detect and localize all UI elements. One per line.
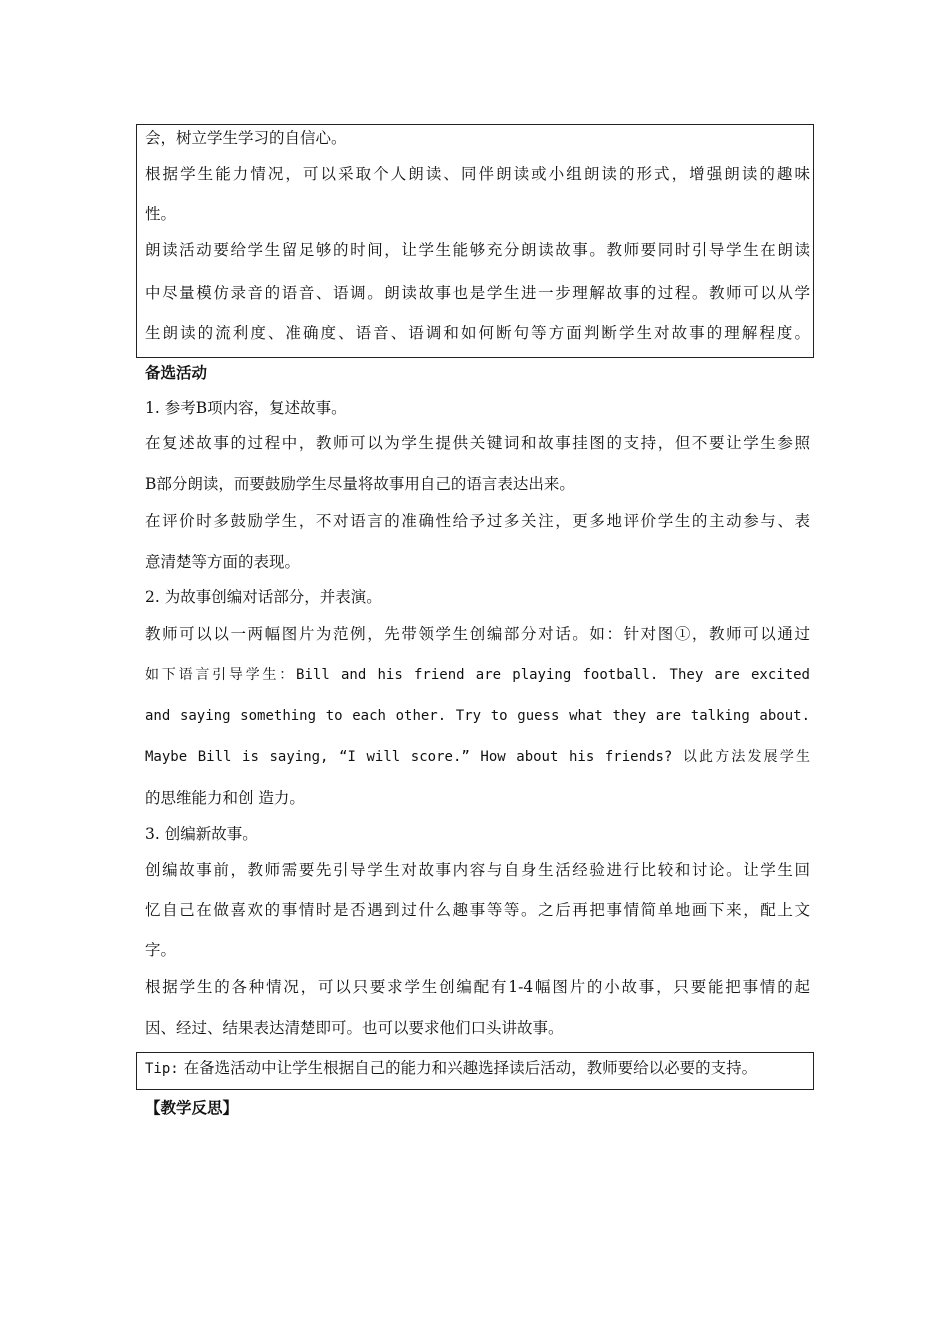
paragraph-line: B部分朗读，而要鼓励学生尽量将故事用自己的语言表达出来。	[145, 475, 575, 493]
item-title: 2. 为故事创编对话部分，并表演。	[145, 588, 382, 606]
paragraph-line: 如下语言引导学生：Bill and his friend are playing football. They are excited	[145, 667, 810, 683]
paragraph-line: 字。	[145, 941, 177, 959]
box-line: 根据学生能力情况，可以采取个人朗读、同伴朗读或小组朗读的形式，增强朗读的趣味	[145, 165, 810, 183]
paragraph-line: 在评价时多鼓励学生，不对语言的准确性给予过多关注，更多地评价学生的主动参与、表	[145, 512, 810, 530]
paragraph-line: and saying something to each other. Try to guess what they are talking about.	[145, 708, 810, 724]
section-heading: 备选活动	[145, 364, 208, 382]
paragraph-line: 忆自己在做喜欢的事情时是否遇到过什么趣事等等。之后再把事情简单地画下来，配上文	[145, 901, 810, 919]
paragraph-line: 意清楚等方面的表现。	[145, 553, 301, 571]
box-line: 性。	[145, 205, 177, 223]
paragraph-line: Maybe Bill is saying, “I will score.” How about his friends? 以此方法发展学生	[145, 749, 810, 765]
paragraph-line: 根据学生的各种情况，可以只要求学生创编配有1-4幅图片的小故事，只要能把事情的起	[145, 978, 810, 996]
box-line: 朗读活动要给学生留足够的时间，让学生能够充分朗读故事。教师要同时引导学生在朗读	[145, 241, 810, 259]
paragraph-line: 在复述故事的过程中，教师可以为学生提供关键词和故事挂图的支持，但不要让学生参照	[145, 434, 810, 452]
paragraph-line: 因、经过、结果表达清楚即可。也可以要求他们口头讲故事。	[145, 1019, 564, 1037]
paragraph-line: 创编故事前，教师需要先引导学生对故事内容与自身生活经验进行比较和讨论。让学生回	[145, 861, 810, 879]
tip-line	[145, 1057, 810, 1080]
paragraph-line: 的思维能力和创 造力。	[145, 789, 305, 807]
box-line: 生朗读的流利度、准确度、语音、语调和如何断句等方面判断学生对故事的理解程度。	[145, 324, 810, 342]
item-title: 3. 创编新故事。	[145, 825, 258, 843]
box-line: 会，树立学生学习的自信心。	[145, 129, 347, 147]
paragraph-line: 教师可以以一两幅图片为范例，先带领学生创编部分对话。如：针对图①，教师可以通过	[145, 625, 810, 643]
tip-label: Tip:	[145, 1061, 179, 1077]
reflection-heading: 【教学反思】	[145, 1099, 239, 1117]
tip-text: 在备选活动中让学生根据自己的能力和兴趣选择读后活动，教师要给以必要的支持。	[183, 1059, 758, 1077]
box-line: 中尽量模仿录音的语音、语调。朗读故事也是学生进一步理解故事的过程。教师可以从学	[145, 284, 810, 302]
item-title: 1. 参考B项内容，复述故事。	[145, 399, 347, 417]
